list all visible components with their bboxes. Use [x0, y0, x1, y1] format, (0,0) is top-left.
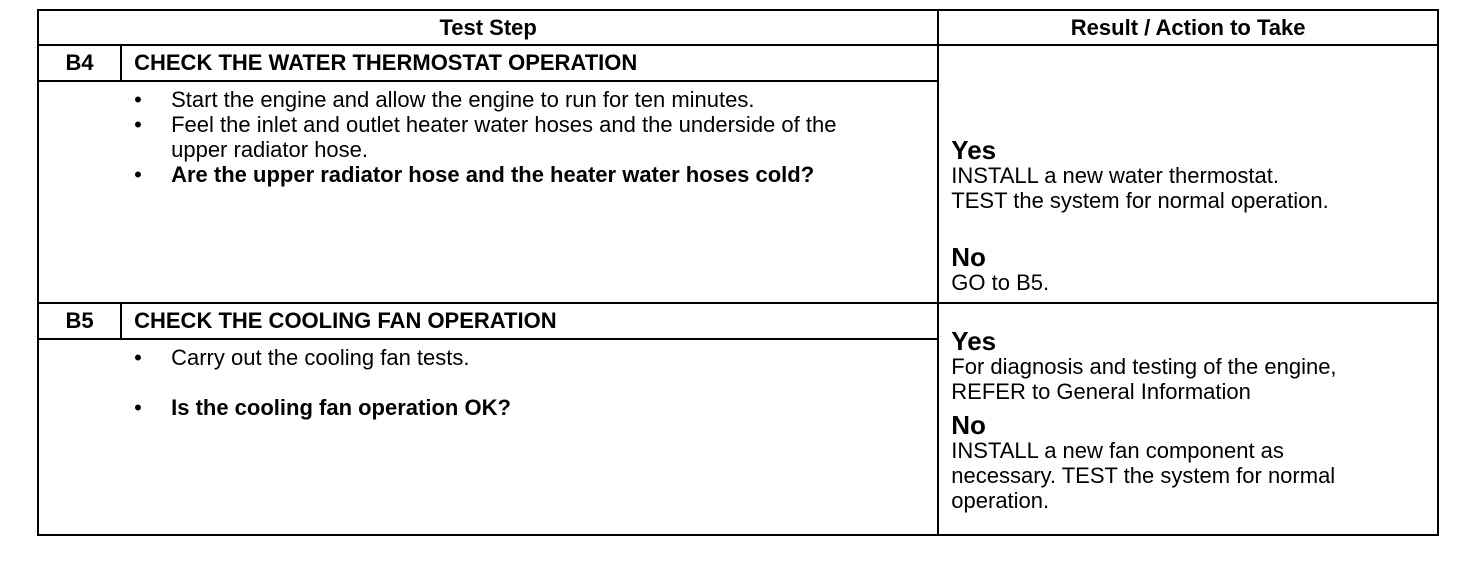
no-action-text: GO to B5.	[951, 270, 1050, 295]
step-title-row	[38, 45, 1438, 81]
no-label: No	[951, 242, 986, 272]
no-action-text: operation.	[951, 487, 1050, 513]
yes-action-text: TEST the system for normal operation.	[951, 188, 1329, 213]
result-cell	[938, 303, 1438, 535]
bullet-icon: •	[134, 162, 142, 188]
table-header-row	[38, 10, 1438, 45]
step-id: B4	[38, 45, 121, 81]
yes-block	[951, 325, 1427, 404]
result-action-header: Result / Action to Take	[938, 10, 1438, 45]
yes-block	[951, 137, 1427, 213]
blank-id-cell	[38, 339, 121, 535]
step-bullet-list	[121, 87, 937, 187]
step-title: CHECK THE WATER THERMOSTAT OPERATION	[121, 45, 938, 81]
list-item: • Is the cooling fan operation OK?	[134, 395, 511, 420]
diagnostic-table	[37, 9, 1439, 536]
result-cell	[938, 45, 1438, 303]
bullet-icon: •	[134, 87, 142, 113]
no-label: No	[951, 409, 986, 440]
blank-id-cell	[38, 81, 121, 303]
list-item: • Carry out the cooling fan tests.	[134, 345, 470, 370]
yes-action-text: INSTALL a new water thermostat.	[951, 163, 1279, 188]
step-title-row	[38, 303, 1438, 339]
step-id: B5	[38, 303, 121, 339]
step-detail	[121, 81, 938, 303]
no-block	[951, 409, 1427, 513]
yes-label: Yes	[951, 135, 997, 165]
step-bullet-list	[121, 345, 937, 420]
list-item: • Feel the inlet and outlet heater water hoses and the underside of the upper radiator hose.	[134, 112, 837, 163]
step-detail	[121, 339, 938, 535]
no-block	[951, 244, 1049, 295]
test-step-header: Test Step	[38, 10, 938, 45]
bullet-icon: •	[134, 112, 142, 138]
yes-action-text: For diagnosis and testing of the engine,	[951, 353, 1337, 379]
list-item: • Are the upper radiator hose and the heater water hoses cold?	[134, 162, 815, 188]
no-action-text: INSTALL a new fan component as	[951, 437, 1284, 463]
no-action-text: necessary. TEST the system for normal	[951, 462, 1336, 488]
bullet-icon: •	[134, 345, 142, 370]
yes-action-text: REFER to General Information	[951, 378, 1251, 404]
bullet-icon: •	[134, 395, 142, 420]
yes-label: Yes	[951, 325, 997, 356]
step-title: CHECK THE COOLING FAN OPERATION	[121, 303, 938, 339]
list-item: • Start the engine and allow the engine to run for ten minutes.	[134, 87, 755, 113]
